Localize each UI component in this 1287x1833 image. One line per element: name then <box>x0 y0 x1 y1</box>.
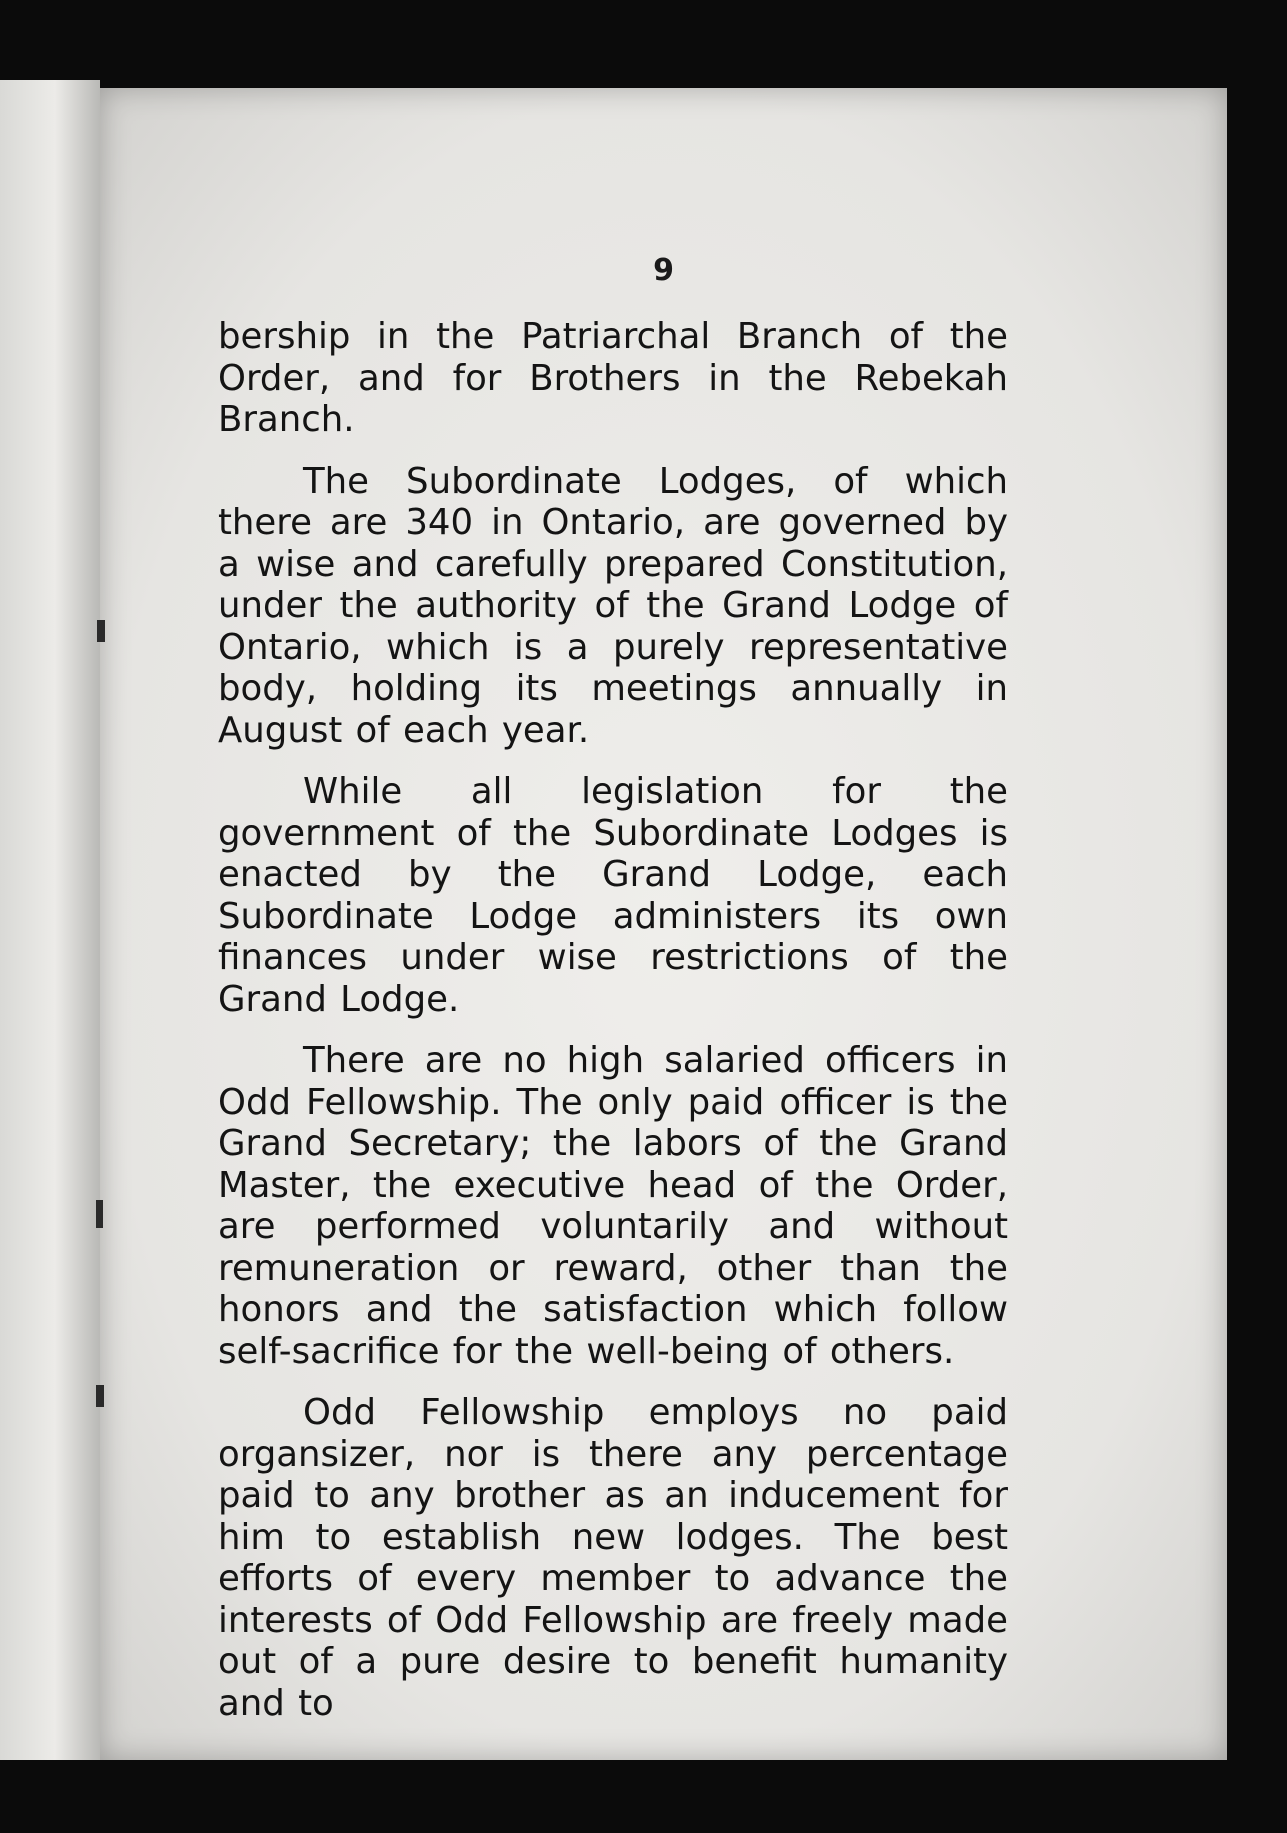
scan-speck <box>96 1385 104 1407</box>
paragraph-3: While all legislation for the government of the Subordinate Lodges is enacted by the Grand Lodge, each Subordinate Lodge administers its own finances under wise restrictions of the Grand Lodge. <box>218 771 1008 1020</box>
paragraph-1: bership in the Patriarchal Branch of the Order, and for Brothers in the Rebekah Branch. <box>218 316 1008 440</box>
scan-speck <box>96 1200 103 1228</box>
page-text <box>218 316 1008 1744</box>
paragraph-5: Odd Fellowship employs no paid organsizer, nor is there any percentage paid to any brother as an inducement for him to establish new lodges. The best efforts of every member to advance the interests of Odd Fellowship are freely made out of a pure desire to benefit humanity and to <box>218 1392 1008 1724</box>
scan-speck <box>97 620 105 642</box>
book-page <box>100 88 1227 1760</box>
paragraph-4: There are no high salaried officers in Odd Fellowship. The only paid officer is the Grand Secretary; the labors of the Grand Master, the executive head of the Order, are performed voluntarily and without remuneration or reward, other than the honors and the satisfaction which follow self-sacrifice for the well-being of others. <box>218 1040 1008 1372</box>
page-number: 9 <box>653 253 674 288</box>
paragraph-2: The Subordinate Lodges, of which there are 340 in Ontario, are governed by a wise and carefully prepared Constitution, under the authority of the Grand Lodge of Ontario, which is a purely representative body, holding its meetings annually in August of each year. <box>218 460 1008 751</box>
adjacent-page-edge <box>0 80 100 1760</box>
